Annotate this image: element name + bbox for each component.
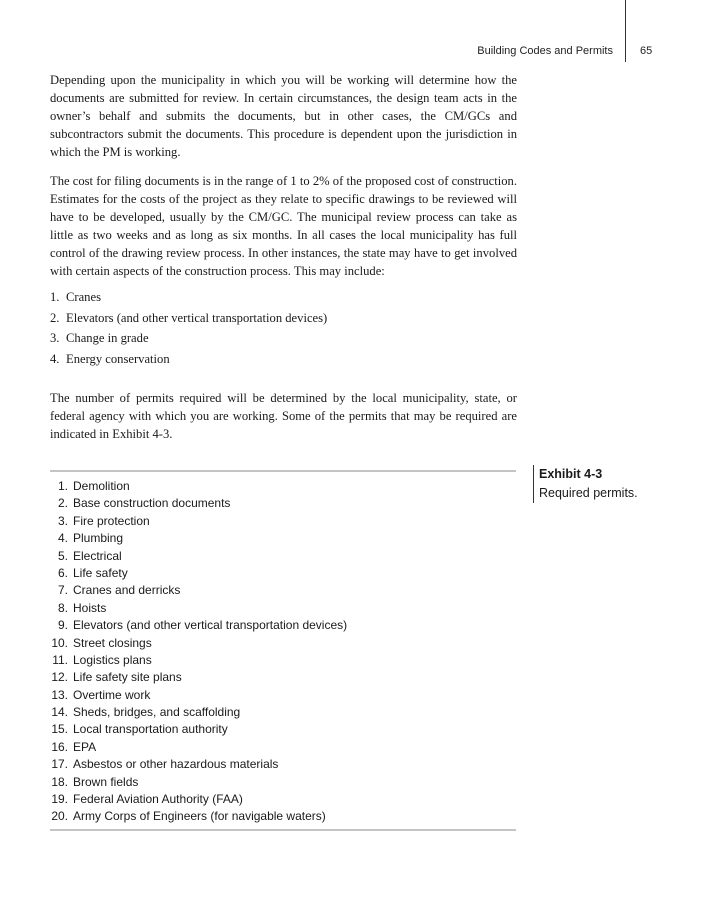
permit-item	[50, 756, 347, 773]
list-item	[50, 350, 517, 371]
permit-item	[50, 635, 347, 652]
permit-text: Overtime work	[73, 687, 151, 702]
permit-item	[50, 791, 347, 808]
permit-number: 20.	[51, 809, 68, 824]
list-item	[50, 329, 517, 350]
permit-number: 5.	[57, 548, 68, 563]
permit-number: 12.	[51, 670, 68, 685]
permit-number: 7.	[57, 583, 68, 598]
list-item-number: 4.	[50, 351, 60, 366]
permit-item	[50, 600, 347, 617]
body-paragraph-3: The number of permits required will be determined by the local municipality, state, or federal agency with which you are working. Some of the permits that may be required are indicated in Exhibit 4-3.	[50, 391, 517, 441]
list-item-text: Energy conservation	[66, 351, 170, 366]
list-item-text: Change in grade	[66, 331, 149, 345]
permit-number: 2.	[57, 496, 68, 511]
permit-text: Local transportation authority	[73, 722, 228, 737]
permit-number: 17.	[51, 757, 68, 772]
permit-item	[50, 565, 347, 582]
permit-text: Fire protection	[73, 513, 150, 528]
list-item	[50, 309, 517, 330]
permit-number: 19.	[51, 792, 68, 807]
permit-text: Demolition	[73, 479, 130, 493]
permit-number: 15.	[51, 722, 68, 737]
running-head: Building Codes and Permits	[477, 45, 613, 57]
list-item	[50, 288, 517, 309]
permit-text: Street closings	[73, 635, 152, 650]
permit-item	[50, 721, 347, 738]
header-divider	[625, 0, 626, 62]
list-item-number: 3.	[50, 331, 60, 345]
list-item-number: 1.	[50, 290, 60, 304]
permit-item	[50, 652, 347, 669]
permit-number: 1.	[57, 479, 68, 493]
permit-text: Electrical	[73, 548, 122, 563]
permit-item	[50, 617, 347, 634]
permit-item	[50, 808, 347, 825]
permit-text: Asbestos or other hazardous materials	[73, 757, 279, 772]
body-paragraph-2: The cost for filing documents is in the range of 1 to 2% of the proposed cost of construction. Estimates for the costs of the project as they relate to specific drawings to be reviewed will have to be developed, usually by the CM/GC. The municipal review process can take as little as two weeks and as long as six months. In all cases the local municipality has full control of the drawing review process. In other instances, the state may have to get involved with certain aspects of the construction process. This may include:	[50, 174, 517, 278]
permit-item	[50, 582, 347, 599]
permit-item	[50, 739, 347, 756]
permit-item	[50, 495, 347, 512]
permit-number: 13.	[51, 687, 68, 702]
permit-item	[50, 687, 347, 704]
permit-text: EPA	[73, 739, 97, 754]
permit-item	[50, 513, 347, 530]
permit-text: Logistics plans	[73, 652, 152, 667]
body-paragraph-1: Depending upon the municipality in which you will be working will determine how the documents are submitted for review. In certain circumstances, the design team acts in the owner’s behalf and submits the documents, but in other cases, the CM/GCs and subcontractors submit the documents. This procedure is dependent upon the jurisdiction in which the PM is working.	[50, 73, 517, 159]
exhibit-description: Required permits.	[539, 486, 638, 500]
page-number: 65	[640, 45, 653, 57]
permit-number: 14.	[51, 705, 68, 720]
permit-number: 11.	[52, 652, 68, 667]
permit-text: Army Corps of Engineers (for navigable waters)	[73, 809, 326, 824]
permit-number: 10.	[51, 635, 68, 650]
permit-text: Life safety	[73, 565, 128, 580]
permit-number: 3.	[57, 513, 68, 528]
permit-item	[50, 704, 347, 721]
permit-text: Life safety site plans	[73, 670, 182, 685]
permit-text: Hoists	[73, 600, 107, 615]
list-item-number: 2.	[50, 310, 60, 325]
permit-number: 6.	[57, 565, 68, 580]
list-item-text: Elevators (and other vertical transportation devices)	[66, 310, 328, 325]
permit-text: Sheds, bridges, and scaffolding	[73, 705, 241, 720]
permit-number: 8.	[57, 600, 68, 615]
permit-number: 16.	[51, 739, 68, 754]
permit-text: Plumbing	[73, 531, 124, 546]
exhibit-title: Exhibit 4-3	[539, 467, 603, 481]
exhibit-permits-box	[50, 470, 516, 831]
list-item-text: Cranes	[66, 290, 101, 304]
permit-text: Elevators (and other vertical transportation devices)	[73, 618, 348, 633]
permit-item	[50, 669, 347, 686]
permit-number: 4.	[57, 531, 68, 546]
permit-number: 9.	[57, 618, 68, 633]
exhibit-caption	[533, 465, 638, 503]
permit-text: Cranes and derricks	[73, 583, 181, 598]
permit-text: Brown fields	[73, 774, 139, 789]
permit-item	[50, 478, 347, 495]
permit-item	[50, 548, 347, 565]
permit-item	[50, 530, 347, 547]
permit-text: Base construction documents	[73, 496, 231, 511]
permit-text: Federal Aviation Authority (FAA)	[73, 792, 243, 807]
permit-list	[50, 478, 347, 826]
state-involvement-list	[50, 288, 517, 370]
permit-item	[50, 774, 347, 791]
permit-number: 18.	[51, 774, 68, 789]
